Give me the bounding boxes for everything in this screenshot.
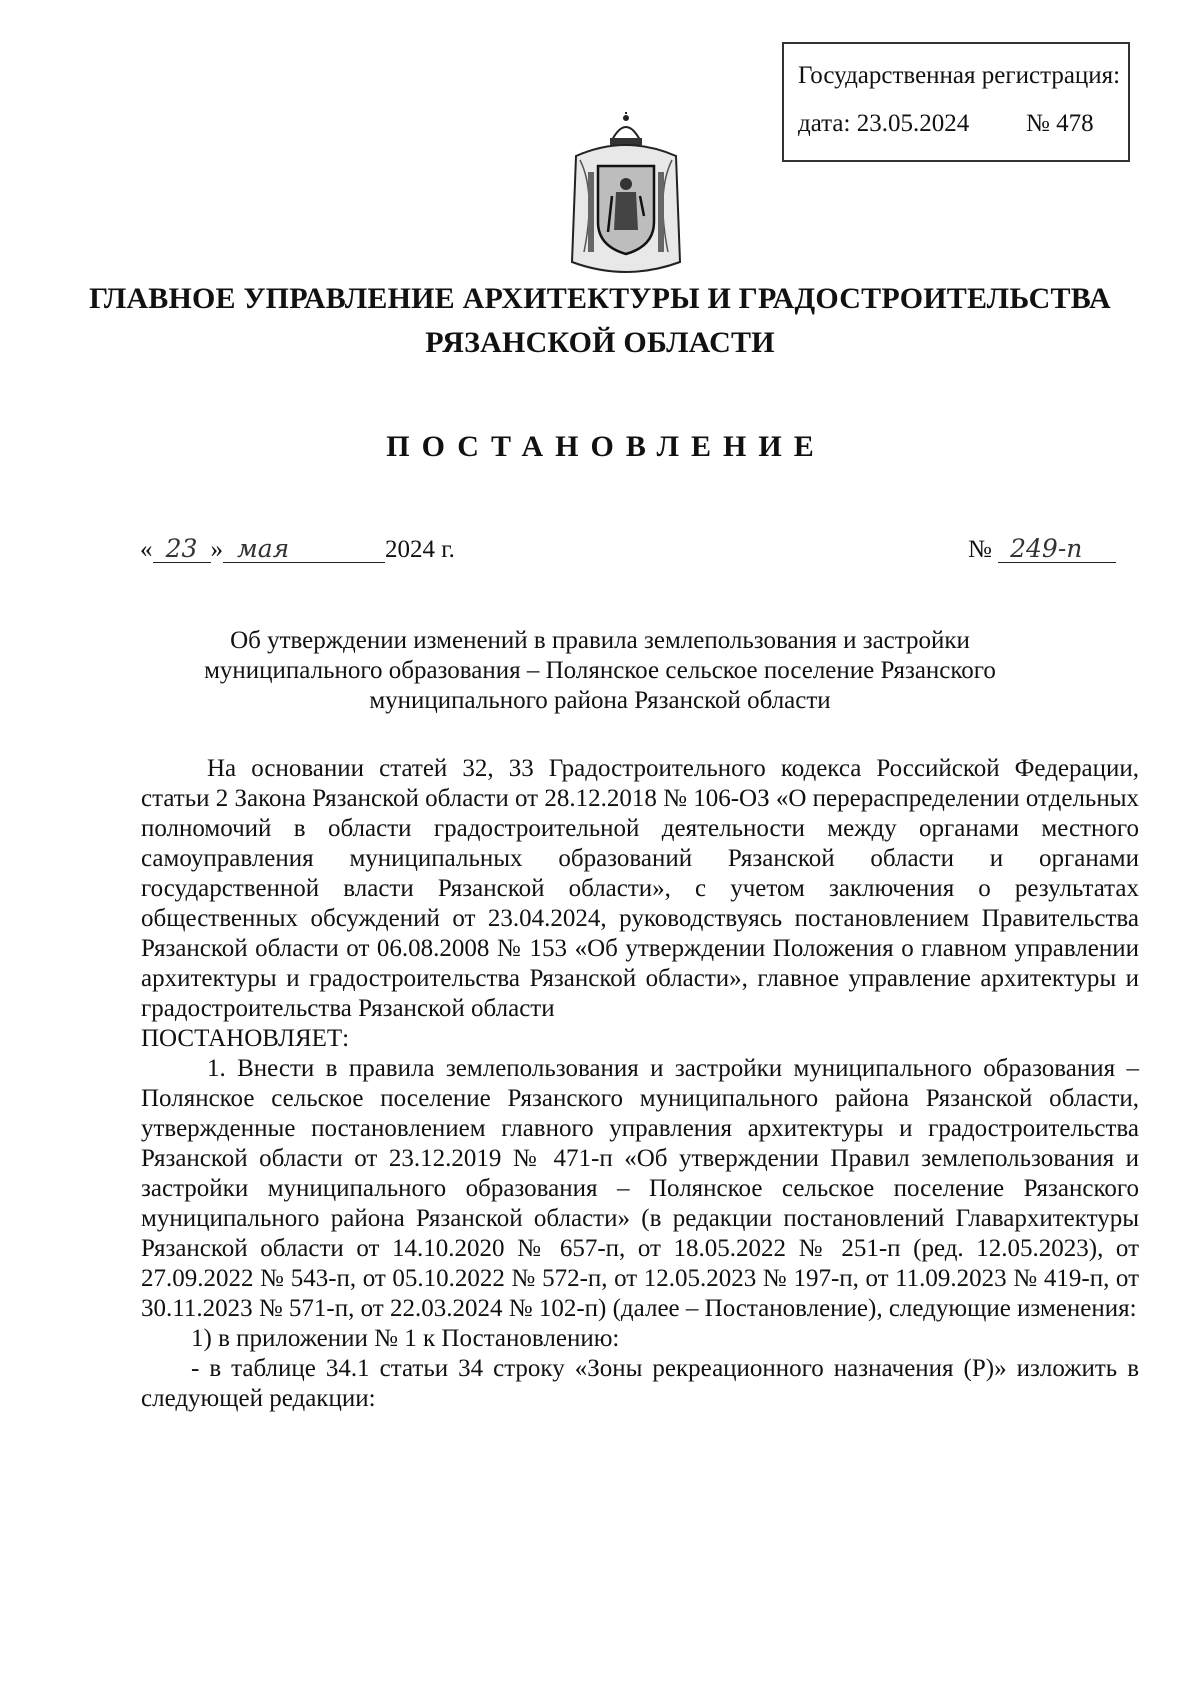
date-year: 2024 г. — [385, 536, 455, 563]
date-month: мая — [223, 536, 385, 563]
item-1-paragraph: 1. Внести в правила землепользования и застройки муниципального образования – Полянское сельское поселение Рязанского муниципального района Рязанской области, утвержденные постановлением главного управления архитектуры и градостроительства Рязанской области от 23.12.2019 № 471-п «Об утверждении Правил землепользования и застройки муниципального образования – Полянское сельское поселение Рязанского муниципального района Рязанской области» (в редакции постановлений Главархитектуры Рязанской области от 14.10.2020 № 657-п, от 18.05.2022 № 251-п (ред. 12.05.2023), от 27.09.2022 № 543-п, от 05.10.2022 № 572-п, от 12.05.2023 № 197-п, от 11.09.2023 № 419-п, от 30.11.2023 № 571-п, от 22.03.2024 № 102-п) (далее – Постановление), следующие изменения: — [141, 1055, 1139, 1322]
subject-line-3: муниципального района Рязанской области — [369, 687, 831, 714]
date-day: 23 — [153, 536, 211, 563]
document-date — [140, 536, 455, 564]
subject-line-1: Об утверждении изменений в правила землепользования и застройки — [230, 627, 970, 654]
organization-line-2: РЯЗАНСКОЙ ОБЛАСТИ — [425, 326, 775, 359]
subitem-1-dash-paragraph: - в таблице 34.1 статьи 34 строку «Зоны рекреационного назначения (Р)» изложить в следующей редакции: — [141, 1355, 1139, 1412]
document-body — [141, 754, 1139, 1414]
registration-stamp — [782, 42, 1130, 162]
document-type: ПОСТАНОВЛЕНИЕ — [386, 430, 826, 463]
date-close-quote: » — [210, 536, 223, 563]
subject-line-2: муниципального образования – Полянское сельское поселение Рязанского — [204, 657, 996, 684]
number-prefix: № — [968, 536, 992, 563]
registration-date: дата: 23.05.2024 — [798, 110, 970, 137]
date-open-quote: « — [140, 536, 153, 563]
registration-number: № 478 — [1026, 110, 1094, 137]
organization-header — [0, 277, 1200, 365]
resolves-heading: ПОСТАНОВЛЯЕТ: — [141, 1025, 350, 1052]
preamble-paragraph: На основании статей 32, 33 Градостроительного кодекса Российской Федерации, статьи 2 Закона Рязанской области от 28.12.2018 № 106-ОЗ «О перераспределении отдельных полномочий в области градостроительной деятельности между органами местного самоуправления муниципальных образований Рязанской области и органами государственной власти Рязанской области», с учетом заключения о результатах общественных обсуждений от 23.04.2024, руководствуясь постановлением Правительства Рязанской области от 06.08.2008 № 153 «Об утверждении Положения о главном управлении архитектуры и градостроительства Рязанской области», главное управление архитектуры и градостроительства Рязанской области — [141, 755, 1139, 1022]
registration-title: Государственная регистрация: — [798, 62, 1121, 89]
coat-of-arms-icon — [566, 112, 686, 277]
number-value: 249-п — [998, 536, 1116, 563]
organization-line-1: ГЛАВНОЕ УПРАВЛЕНИЕ АРХИТЕКТУРЫ И ГРАДОСТРОИТЕЛЬСТВА — [89, 282, 1111, 315]
document-number — [968, 536, 1116, 564]
document-subject — [150, 626, 1050, 716]
subitem-1-paragraph: 1) в приложении № 1 к Постановлению: — [191, 1325, 620, 1352]
